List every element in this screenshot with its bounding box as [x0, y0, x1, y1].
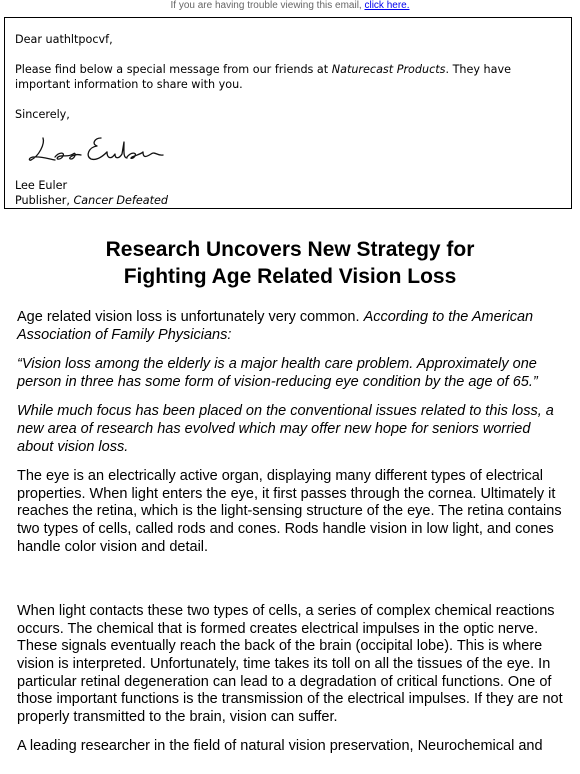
- intro-text: Please find below a special message from our friends at Naturecast Products. They have important information to share with you.: [15, 63, 511, 91]
- paragraph-1: Age related vision loss is unfortunately very common. According to the American Association of Family Physicians:: [17, 309, 534, 343]
- signature-image: [25, 130, 561, 168]
- greeting: Dear uathltpocvf,: [15, 33, 113, 46]
- view-online-bar: [0, 0, 580, 16]
- paragraph-3: While much focus has been placed on the conventional issues related to this loss, a new area of research has evolved which may offer new hope for seniors worried about vision loss.: [17, 403, 554, 455]
- signer-title: Publisher, Cancer Defeated: [15, 194, 168, 207]
- brand-name: Naturecast Products: [331, 63, 446, 76]
- headline-line-1: Research Uncovers New Strategy for: [105, 238, 475, 261]
- paragraph-5: When light contacts these two types of cells, a series of complex chemical reactions occurs. The chemical that is formed creates electrical impulses in the optic nerve. These signals eventually reach the back of the brain (occipital lobe). This is where vision is interpreted. Unfortunately, time takes its toll on all the tissues of the eye. In particular retinal degeneration can lead to a degradation of critical functions. One of those important functions is the transmission of the electrical impulses. If they are not properly transmitted to the brain, vision can suffer.: [17, 603, 563, 725]
- click-here-link[interactable]: click here.: [364, 0, 410, 11]
- headline-line-2: Fighting Age Related Vision Loss: [123, 265, 457, 288]
- paragraph-6: A leading researcher in the field of natural vision preservation, Neurochemical and: [17, 738, 543, 755]
- article-body: [17, 309, 567, 768]
- publication-name: Cancer Defeated: [73, 194, 168, 207]
- paragraph-4: The eye is an electrically active organ, displaying many different types of electrical properties. When light enters the eye, it first passes through the cornea. Ultimately it reaches the retina, which is the light-sensing structure of the eye. The retina contains two types of cells, called rods and cones. Rods handle vision in low light, and cones handle color vision and detail.: [17, 468, 562, 555]
- closing: Sincerely,: [15, 108, 70, 121]
- paragraph-quote: “Vision loss among the elderly is a major health care problem. Approximately one person in three has some form of vision-reducing eye condition by the age of 65.”: [17, 356, 538, 390]
- view-online-text: If you are having trouble viewing this email,: [170, 0, 365, 11]
- article-headline: [0, 236, 580, 290]
- signer-name: Lee Euler: [15, 179, 68, 192]
- publisher-letter-box: [4, 17, 572, 209]
